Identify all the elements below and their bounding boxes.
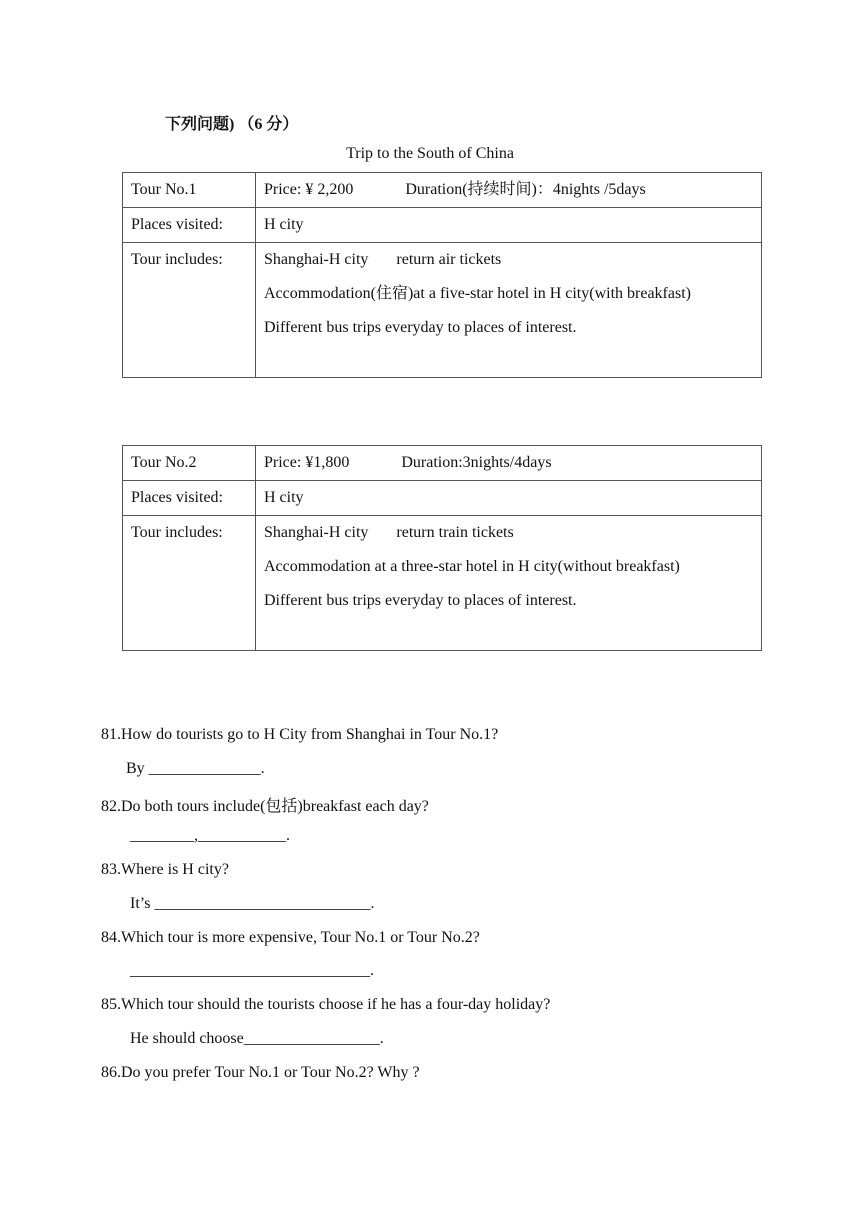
tickets: return train tickets bbox=[396, 524, 514, 541]
includes-label: Tour includes: bbox=[123, 516, 256, 651]
route: Shanghai-H city bbox=[264, 251, 369, 268]
tour-label: Tour No.2 bbox=[123, 446, 256, 481]
question-85: 85.Which tour should the tourists choose if he has a four-day holiday? bbox=[101, 996, 551, 1013]
tour-table-1 bbox=[122, 172, 762, 378]
includes-label: Tour includes: bbox=[123, 243, 256, 378]
table-row bbox=[123, 173, 762, 208]
tour-price: Price: ¥ 2,200 bbox=[264, 181, 354, 198]
question-82: 82.Do both tours include(包括)breakfast each day? bbox=[101, 798, 429, 815]
table-row bbox=[123, 208, 762, 243]
answer-blank-82[interactable]: ________,___________. bbox=[130, 827, 290, 844]
tickets: return air tickets bbox=[396, 251, 502, 268]
accommodation-line: Accommodation at a three-star hotel in H city(without breakfast) bbox=[264, 558, 680, 575]
transport-line bbox=[264, 516, 753, 550]
includes-cell bbox=[256, 243, 762, 378]
question-86: 86.Do you prefer Tour No.1 or Tour No.2? Why ? bbox=[101, 1064, 420, 1081]
tour-table-2 bbox=[122, 445, 762, 651]
price-duration-cell bbox=[256, 446, 762, 481]
question-83: 83.Where is H city? bbox=[101, 861, 229, 878]
tour-label: Tour No.1 bbox=[123, 173, 256, 208]
tour-price: Price: ¥1,800 bbox=[264, 454, 350, 471]
places-label: Places visited: bbox=[123, 481, 256, 516]
answer-blank-84[interactable]: ______________________________. bbox=[130, 962, 374, 979]
question-81: 81.How do tourists go to H City from Shanghai in Tour No.1? bbox=[101, 726, 499, 743]
places-label: Places visited: bbox=[123, 208, 256, 243]
section-heading: 下列问题) （6 分） bbox=[165, 116, 299, 133]
bus-line: Different bus trips everyday to places of interest. bbox=[264, 319, 577, 336]
answer-blank-81[interactable]: By ______________. bbox=[126, 760, 265, 777]
answer-blank-85[interactable]: He should choose_________________. bbox=[130, 1030, 384, 1047]
table-caption: Trip to the South of China bbox=[346, 145, 514, 162]
places-value: H city bbox=[256, 208, 762, 243]
question-84: 84.Which tour is more expensive, Tour No.1 or Tour No.2? bbox=[101, 929, 480, 946]
transport-line bbox=[264, 243, 753, 277]
table-row bbox=[123, 516, 762, 651]
places-value: H city bbox=[256, 481, 762, 516]
tour-duration: Duration:3nights/4days bbox=[401, 454, 552, 471]
tour-duration: Duration(持续时间)：4nights /5days bbox=[405, 181, 646, 198]
price-duration-cell bbox=[256, 173, 762, 208]
accommodation-line: Accommodation(住宿)at a five-star hotel in H city(with breakfast) bbox=[264, 285, 691, 302]
route: Shanghai-H city bbox=[264, 524, 369, 541]
table-row bbox=[123, 446, 762, 481]
bus-line: Different bus trips everyday to places of interest. bbox=[264, 592, 577, 609]
table-row bbox=[123, 481, 762, 516]
table-row bbox=[123, 243, 762, 378]
includes-cell bbox=[256, 516, 762, 651]
answer-blank-83[interactable]: It’s ___________________________. bbox=[130, 895, 375, 912]
